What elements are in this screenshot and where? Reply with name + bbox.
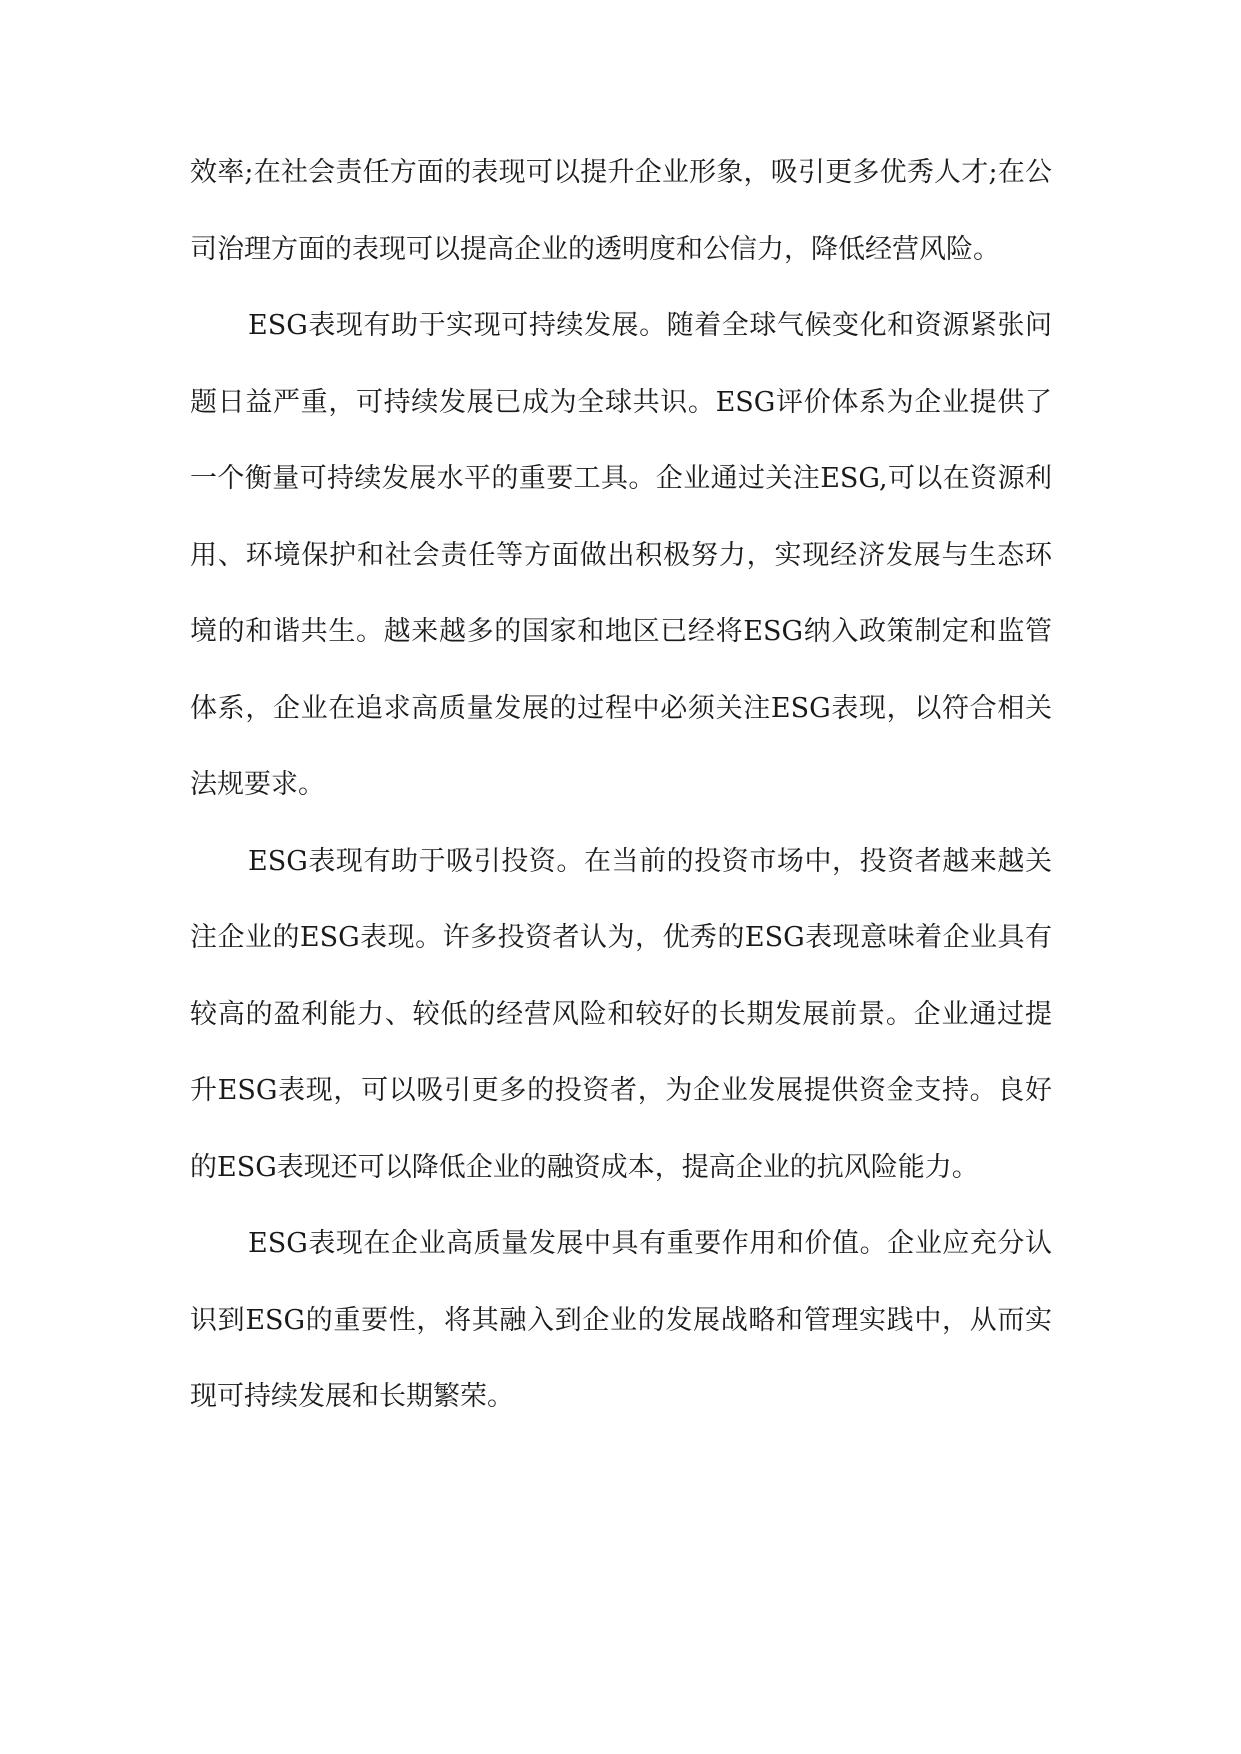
paragraph-attract-investment: ESG表现有助于吸引投资。在当前的投资市场中，投资者越来越关注企业的ESG表现。许多投资者认为，优秀的ESG表现意味着企业具有较高的盈利能力、较低的经营风险和较好的长期发展前景。企业通过提升ESG表现，可以吸引更多的投资者，为企业发展提供资金支持。良好的ESG表现还可以降低企业的融资成本，提高企业的抗风险能力。 [190, 845, 1052, 1183]
paragraph-sustainable-development: ESG表现有助于实现可持续发展。随着全球气候变化和资源紧张问题日益严重，可持续发展已成为全球共识。ESG评价体系为企业提供了一个衡量可持续发展水平的重要工具。企业通过关注ESG,可以在资源利用、环境保护和社会责任等方面做出积极努力，实现经济发展与生态环境的和谐共生。越来越多的国家和地区已经将ESG纳入政策制定和监管体系，企业在追求高质量发展的过程中必须关注ESG表现，以符合相关法规要求。 [190, 310, 1052, 800]
paragraph-continued: 效率;在社会责任方面的表现可以提升企业形象，吸引更多优秀人才;在公司治理方面的表现可以提高企业的透明度和公信力，降低经营风险。 [190, 157, 1052, 265]
paragraph-conclusion: ESG表现在企业高质量发展中具有重要作用和价值。企业应充分认识到ESG的重要性，将其融入到企业的发展战略和管理实践中，从而实现可持续发展和长期繁荣。 [190, 1228, 1052, 1412]
document-body [190, 135, 1052, 1436]
